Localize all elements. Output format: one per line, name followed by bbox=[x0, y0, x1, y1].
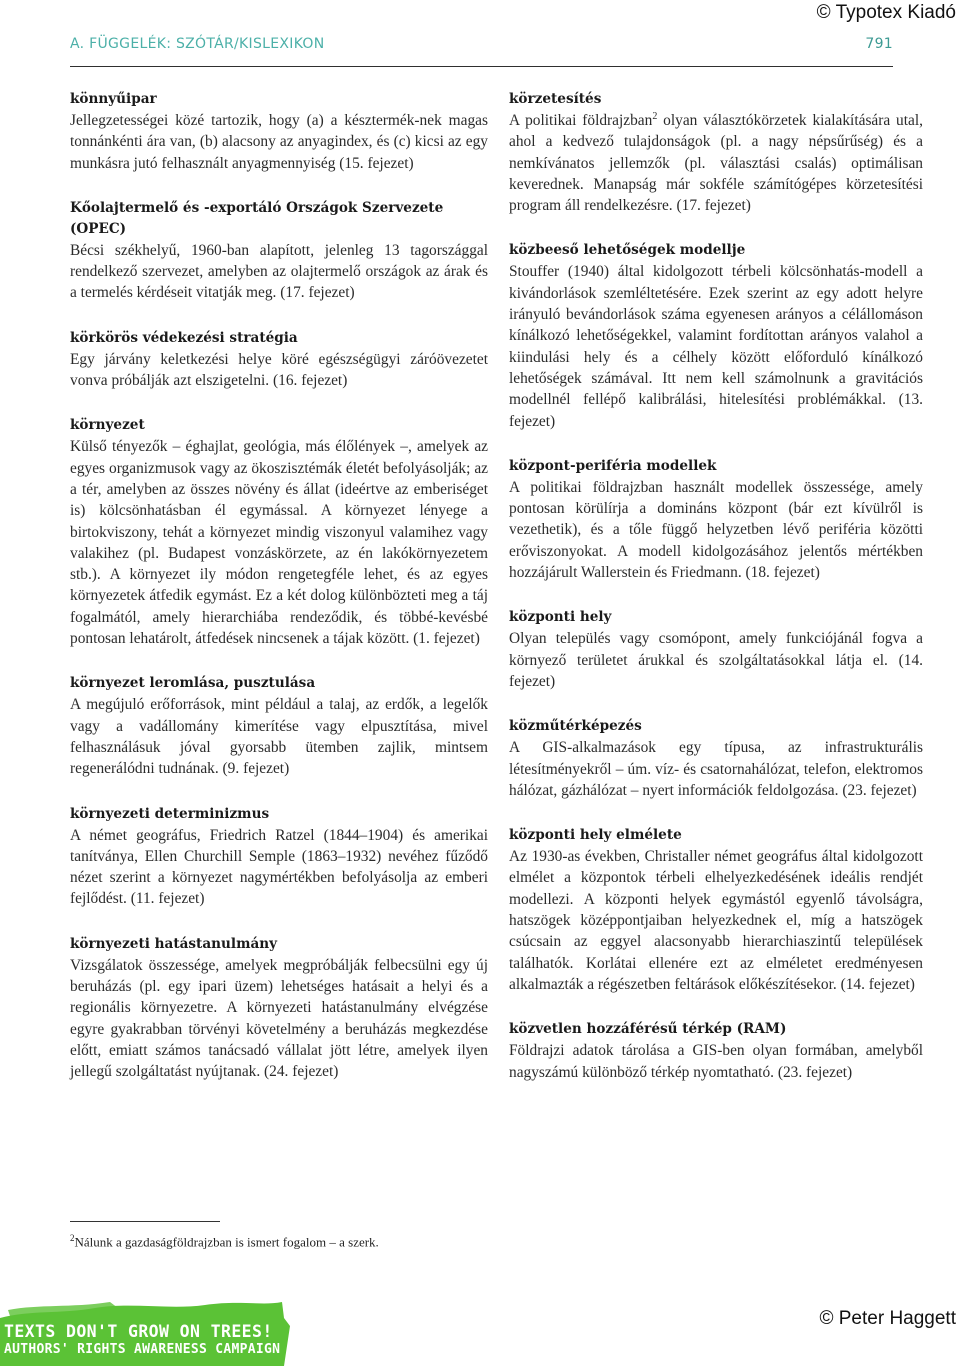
glossary-entry bbox=[509, 89, 923, 216]
entry-definition: Jellegzetességei közé tartozik, hogy (a) a késztermék-nek magas tonnánkénti ára van, (b) alacsony az anyagindex, és (c) kicsi az egy munkásra jutó felhasznált anyagmennyiség (15. fejezet) bbox=[70, 112, 488, 172]
entry-definition: A politikai földrajzban használt modellek összessége, amely pontosan körülírja a domináns központ (bár ezt kívülről is vezethetik), és a tőle függő helyzetben lévő periféria közötti erőviszonyokat. A modell kidolgozásához jelentős mértékben hozzájárult Wallerstein és Friedmann. (18. fejezet) bbox=[509, 478, 923, 582]
entry-definition: Stouffer (1940) által kidolgozott térbeli kölcsönhatás-modell a kivándorlások szemléltetésére. Ezek szerint az egy adott helyre irányuló bevándorlások száma egyenesen arányos a célállomáson kínálkozó lehetőségekkel, valamint fordítottan arányos valahol a kiindulási hely és a célhely között előforduló kínálkozó lehetőségek számával. Itt nem kell számolnunk a gravitációs modellnél fellépő kalibrálási, hitelesítési problémákkal. (13. fejezet) bbox=[509, 263, 923, 430]
entry-definition: Földrajzi adatok tárolása a GIS-ben olyan formában, amelyből nagyszámú különböző térkép nyomtatható. (23. fejezet) bbox=[509, 1042, 923, 1081]
footnote-rule bbox=[70, 1221, 220, 1222]
entry-term: központi hely bbox=[509, 609, 612, 626]
glossary-entry bbox=[70, 89, 488, 174]
publisher-copyright: © Typotex Kiadó bbox=[816, 2, 956, 23]
entry-definition: Az 1930-as években, Christaller német geográfus által kidolgozott elmélet a központok térbeli elhelyezkedésének ideális rendjét modellezi. A központi helyek egymástól egyenlő távolságra, hatszögek középpontjaiban helyezkednek el, míg a hatszögek csúcsain az eggyel alacsonyabb hierarchiaszintű települések találhatók. Korlátai ellenére ezt az elméletet eredményesen alkalmazták a régészetben feltárások előkészítésekor. (14. fejezet) bbox=[509, 848, 923, 993]
entry-definition: Olyan település vagy csomópont, amely funkciójánál fogva a környező területet árukkal és szolgáltatásokkal látja el. (14. fejezet) bbox=[509, 630, 923, 690]
glossary-entry bbox=[509, 456, 923, 583]
banner-subtitle: AUTHORS' RIGHTS AWARENESS CAMPAIGN bbox=[4, 1342, 281, 1357]
entry-term: környezeti determinizmus bbox=[70, 805, 270, 822]
entry-definition: A német geográfus, Friedrich Ratzel (1844–1904) és amerikai tanítványa, Ellen Churchill Semple (1863–1932) nevéhez fűződő nézet szerint a környezet nagymértékben befolyásolja az emberi fejlődést. (11. fejezet) bbox=[70, 826, 488, 908]
definition-text: olyan választókörzetek kialakítására utal, ahol a kedvező tulajdonságok (pl. a nagy népsűrűség) és a nemkívánatos jellemzők (pl. választási csalás) optimálisan keverednek. Manapság már sokféle számítógépes körzetesítési program áll rendelkezésre. (17. fejezet) bbox=[509, 112, 923, 215]
glossary-entry bbox=[70, 198, 488, 304]
entry-term: környezet leromlása, pusztulása bbox=[70, 675, 316, 692]
entry-term: közbeeső lehetőségek modellje bbox=[509, 242, 746, 259]
entry-term: központi hely elmélete bbox=[509, 827, 682, 844]
footnote-marker: 2 bbox=[652, 110, 658, 122]
header-rule bbox=[70, 66, 893, 67]
footnote-number: 2 bbox=[70, 1233, 75, 1243]
entry-term: körzetesítés bbox=[509, 91, 602, 107]
entry-term: körkörös védekezési stratégia bbox=[70, 329, 298, 346]
entry-term: központ-periféria modellek bbox=[509, 457, 717, 474]
entry-term: környezet bbox=[70, 417, 145, 434]
glossary-entry bbox=[509, 716, 923, 801]
right-column bbox=[509, 89, 923, 1107]
entry-term: közvetlen hozzáférésű térkép (RAM) bbox=[509, 1021, 787, 1038]
running-head-title: A. FÜGGELÉK: SZÓTÁR/KISLEXIKON bbox=[70, 36, 325, 52]
entry-definition: Egy járvány keletkezési helye köré egészségügyi záróövezetet vonva próbálják azt elszigetelni. (16. fejezet) bbox=[70, 350, 488, 390]
footnote bbox=[70, 1233, 570, 1250]
entry-term: Kőolajtermelő és -exportáló Országok Szervezete (OPEC) bbox=[70, 199, 444, 237]
entry-definition: Külső tényezők – éghajlat, geológia, más élőlények –, amelyek az egyes organizmusok vagy az ökoszisztémák életét befolyásolják; az a tér, amelyben az összes növény és állat (ideértve az emberiséget is) kölcsönhatásban él egymással. A környezet lényege a birtokviszony, tehát a környezet mindig viszonyul valamihez vagy valakihez (pl. Budapest vonzáskörzete, az én lakókörnyezetem stb.). A környezet ily módon rengetegféle lehet, és az egyes környezetek átfedik egymást. Ez a két dolog különbözteti meg a táj fogalmától, amely hierarchiába rendeződik, és többé-kevésbé pontosan lehatárolt, átfedések nincsenek a tájak között. (1. fejezet) bbox=[70, 438, 488, 648]
campaign-banner bbox=[0, 1296, 290, 1366]
glossary-entry bbox=[509, 607, 923, 692]
entry-definition: Bécsi székhelyű, 1960-ban alapított, jelenleg 13 tagországgal rendelkező szervezet, amelyben az olajtermelő országok az árak és a termelés kérdéseit vitatják meg. (17. fejezet) bbox=[70, 241, 488, 302]
glossary-entry bbox=[70, 415, 488, 649]
glossary-entry bbox=[70, 328, 488, 392]
entry-definition bbox=[509, 110, 923, 216]
page-number: 791 bbox=[865, 36, 893, 52]
banner-slogan: TEXTS DON'T GROW ON TREES! bbox=[4, 1322, 273, 1341]
glossary-entry bbox=[509, 825, 923, 995]
glossary-entry bbox=[509, 240, 923, 431]
entry-term: közműtérképezés bbox=[509, 718, 642, 735]
definition-text: A politikai földrajzban bbox=[509, 112, 653, 129]
footnote-text: Nálunk a gazdaságföldrajzban is ismert fogalom – a szerk. bbox=[74, 1234, 379, 1250]
glossary-entry bbox=[70, 673, 488, 779]
entry-term: könnyűipar bbox=[70, 91, 157, 107]
entry-definition: A megújuló erőforrások, mint például a talaj, az erdők, a legelők vagy a vadállomány kimerítése vagy elpusztítása, mivel felhasználásuk jóval gyorsabb ütemben zajlik, mintsem regenerálódni tudnának. (9. fejezet) bbox=[70, 696, 488, 778]
running-head bbox=[70, 36, 893, 52]
glossary-entry bbox=[70, 934, 488, 1083]
left-column bbox=[70, 89, 488, 1107]
author-copyright: © Peter Haggett bbox=[819, 1308, 956, 1329]
entry-term: környezeti hatástanulmány bbox=[70, 935, 278, 952]
entry-definition: Vizsgálatok összessége, amelyek megpróbálják felbecsülni egy új beruházás (pl. egy ipari üzem) lehetséges hatásait a helyi és a regionális környezetre. A környezeti hatástanulmány elvégzése egyre gyakrabban törvényi követelmény a beruházás megkezdése előtt, emiatt számos tanácsadó vállalat jött létre, amelyek ilyen jellegű szolgáltatást nyújtanak. (24. fejezet) bbox=[70, 956, 488, 1081]
glossary-entry bbox=[509, 1019, 923, 1083]
glossary-entry bbox=[70, 804, 488, 910]
entry-definition: A GIS-alkalmazások egy típusa, az infrastrukturális létesítményekről – úm. víz- és csatornahálózat, telefon, elektromos hálózat, gázhálózat – nyert információk feldolgozása. (23. fejezet) bbox=[509, 739, 923, 799]
